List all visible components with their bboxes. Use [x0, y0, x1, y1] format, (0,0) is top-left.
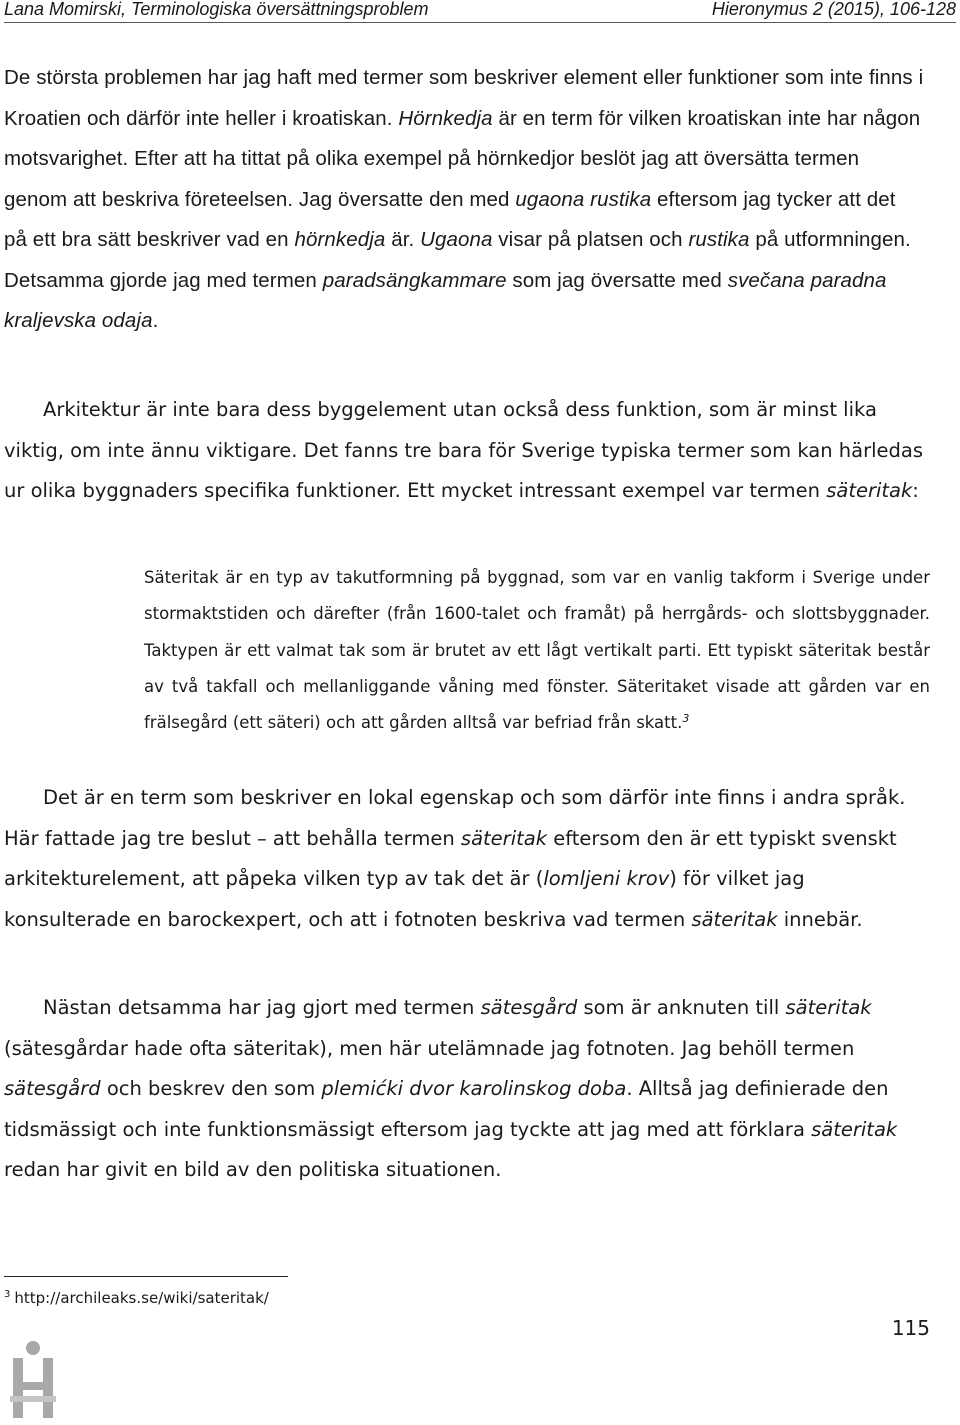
footnote-divider	[4, 1276, 288, 1277]
paragraph-text: eftersom den är ett typiskt svenskt arkitekturelement, att påpeka vilken typ av tak det är (	[4, 826, 897, 890]
header-author-title: Lana Momirski, Terminologiska översättningsproblem	[4, 0, 429, 19]
footnote-link[interactable]: http://archileaks.se/wiki/sateritak/	[14, 1289, 269, 1307]
paragraph-text: innebär.	[777, 907, 863, 931]
italic-term: Ugaona	[420, 228, 493, 251]
paragraph-text: som är anknuten till	[577, 996, 786, 1019]
italic-term: svečana paradna kraljevska odaja	[4, 268, 887, 332]
paragraph-text: .	[152, 309, 159, 332]
paragraph-text: De största problemen har jag haft med termer som beskriver element eller funktioner som inte finns i Kroatien och därför inte heller i kroatiskan.	[4, 66, 924, 130]
paragraph-text: och beskrev den som	[100, 1077, 322, 1100]
paragraph-text: visar på platsen och	[492, 228, 689, 251]
paragraph-text: :	[912, 479, 919, 502]
block-quote-text: Säteritak är en typ av takutformning på byggnad, som var en vanlig takform i Sverige under stormaktstiden och därefter (från 1600-talet och framåt) på herrgårds- och slottsbyggnader. Taktypen är ett valmat tak som är brutet av ett lågt vertikalt parti. Ett typiskt säteritak består av två takfall och mellanliggande våning med fönster. Säteritaket visade att gården var en frälsegård (ett säteri) och att gården alltså var befriad från skatt.	[144, 568, 930, 733]
italic-term: säteritak	[826, 479, 913, 502]
italic-term: sätesgård	[480, 996, 578, 1019]
italic-term: sätesgård	[4, 1077, 101, 1100]
paragraph-text: Det är en term som beskriver en lokal egenskap och som därför inte finns i andra språk. Här fattade jag tre beslut – att behålla termen	[4, 786, 906, 850]
paragraph-text: som jag översatte med	[506, 268, 728, 292]
italic-term: säteritak	[785, 996, 872, 1019]
italic-term: säteritak	[460, 826, 547, 850]
running-header	[4, 0, 956, 23]
paragraph-2	[4, 390, 924, 512]
footnote	[4, 1288, 269, 1308]
footnote-mark: 3	[4, 1289, 11, 1300]
italic-term: plemićki dvor karolinskog doba	[321, 1077, 627, 1100]
italic-term: lomljeni krov	[543, 867, 670, 890]
paragraph-text: är.	[385, 228, 421, 251]
paragraph-text: på utformningen. Detsamma gjorde jag med termen	[4, 228, 911, 292]
italic-term: rustika	[688, 228, 750, 251]
italic-term: paradsängkammare	[322, 268, 507, 292]
paragraph-text: är en term för vilken kroatiskan inte har någon motsvarighet. Efter att ha tittat på olika exempel på hörnkedjor beslöt jag att översätta termen genom att beskriva företeelsen. Jag översatte den med	[4, 106, 921, 211]
paragraph-text: Arkitektur är inte bara dess byggelement utan också dess funktion, som är minst lika viktig, om inte ännu viktigare. Det fanns tre bara för Sverige typiska termer som kan härledas ur olika byggnaders specifika funktioner. Ett mycket intressant exempel var termen	[4, 398, 924, 502]
paragraph-text: . Alltså jag definierade den tidsmässigt och inte funktionsmässigt eftersom jag tyckte att jag med att förklara	[4, 1077, 889, 1141]
paragraph-1	[4, 58, 924, 342]
paragraph-text: redan har givit en bild av den politiska situationen.	[4, 1158, 502, 1181]
italic-term: Hörnkedja	[398, 106, 493, 130]
paragraph-text: Nästan detsamma har jag gjort med termen	[43, 996, 481, 1019]
italic-term: säteritak	[691, 907, 778, 931]
page-number: 115	[891, 1316, 930, 1340]
italic-term: säteritak	[811, 1117, 898, 1141]
paragraph-4	[4, 988, 924, 1191]
block-quote	[144, 560, 930, 741]
paragraph-3	[4, 778, 924, 940]
paragraph-text: eftersom jag tycker att det på ett bra sätt beskriver vad en	[4, 187, 896, 251]
italic-term: ugaona rustika	[515, 187, 652, 211]
paragraph-text: ) för vilket jag konsulterade en barockexpert, och att i fotnoten beskriva vad termen	[4, 867, 805, 931]
footnote-reference[interactable]: 3	[682, 712, 690, 726]
italic-term: hörnkedja	[294, 228, 386, 251]
paragraph-text: (sätesgårdar hade ofta säteritak), men här utelämnade jag fotnoten. Jag behöll termen	[4, 1036, 855, 1060]
header-journal-citation: Hieronymus 2 (2015), 106-128	[711, 0, 956, 19]
hieronymus-logo-icon	[10, 1338, 56, 1420]
